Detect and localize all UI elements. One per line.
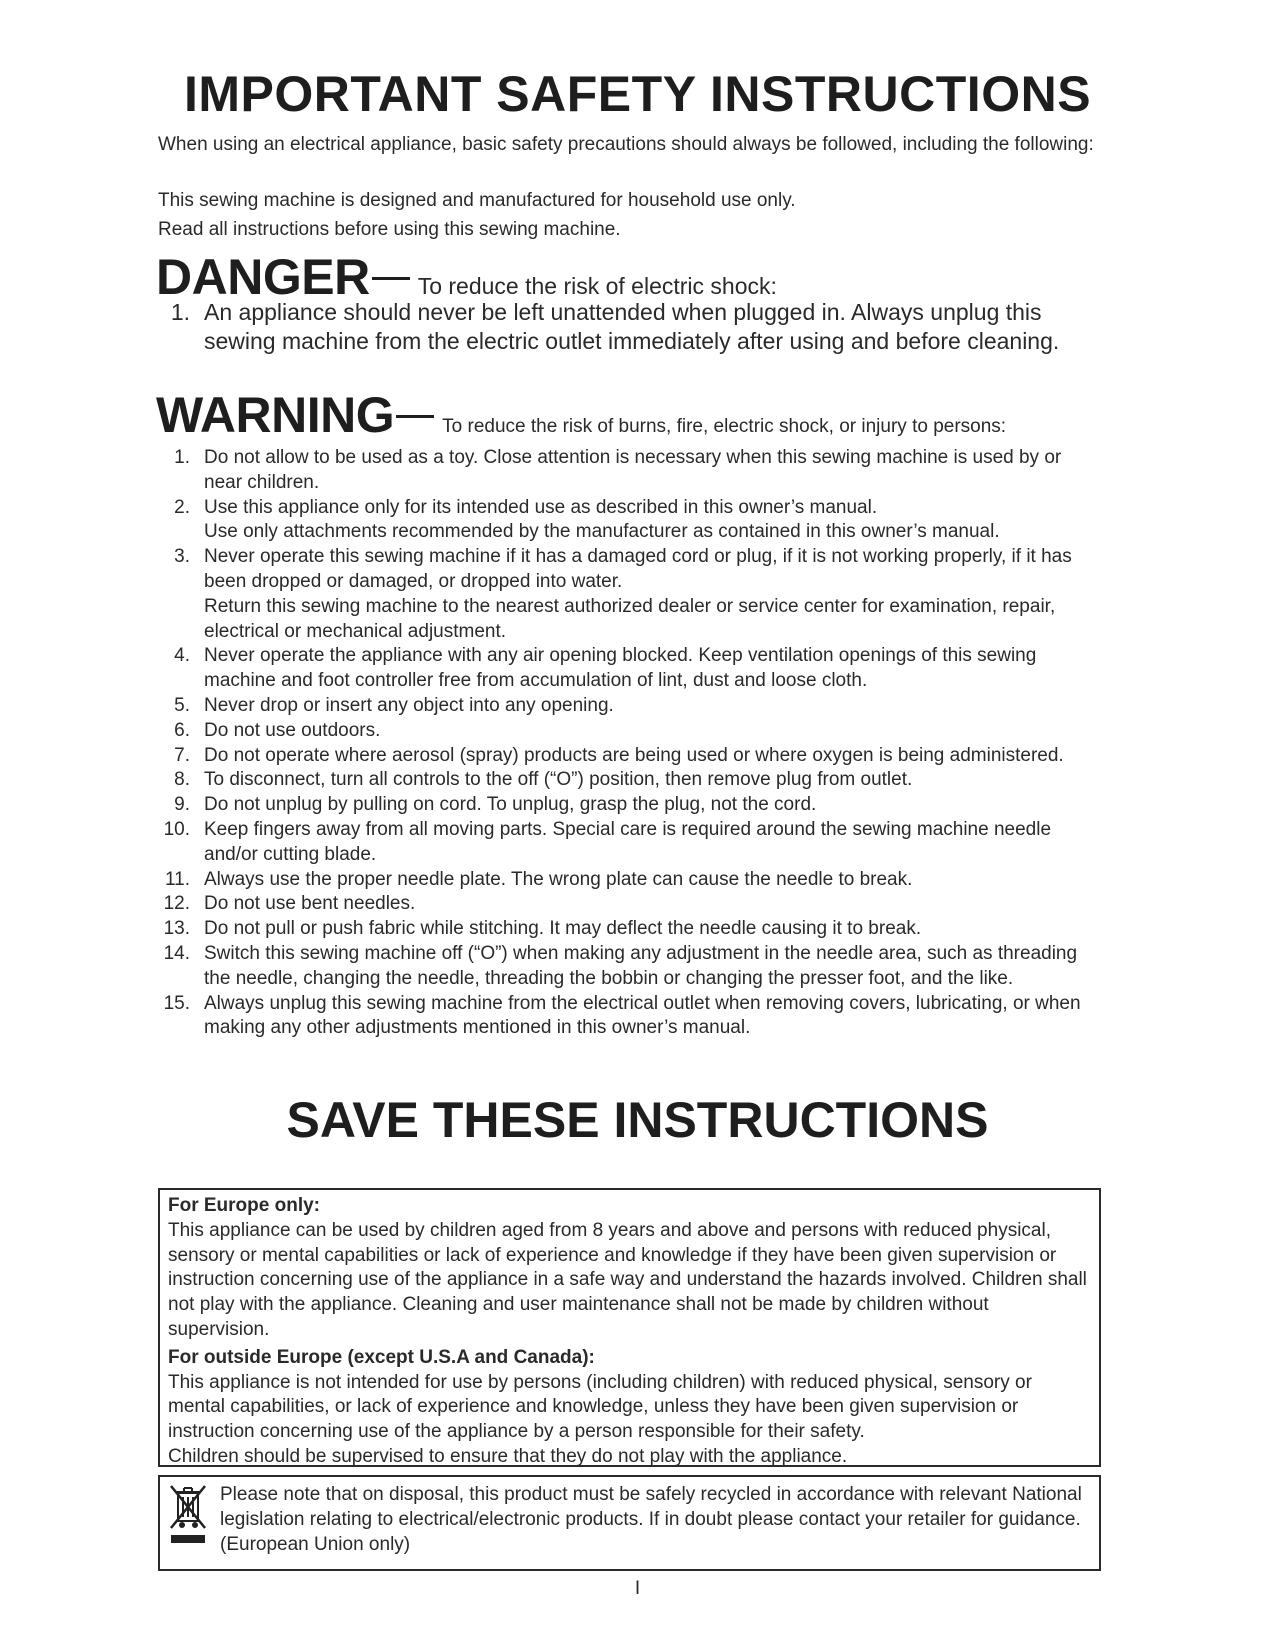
danger-heading xyxy=(156,250,777,304)
europe-heading: For Europe only: xyxy=(168,1195,320,1216)
item-text: To disconnect, turn all controls to the off (“O”) position, then remove plug from outlet. xyxy=(204,769,913,791)
list-item xyxy=(150,644,1100,694)
item-text: Do not allow to be used as a toy. Close attention is necessary when this sewing machine is used by or near children. xyxy=(204,447,1062,493)
item-number: 10. xyxy=(163,818,190,840)
item-number: 8. xyxy=(174,769,190,791)
list-item xyxy=(150,768,1100,793)
list-item xyxy=(150,818,1100,868)
danger-subtitle: To reduce the risk of electric shock: xyxy=(417,273,777,299)
item-text: Return this sewing machine to the nearest authorized dealer or service center for examination, repair, electrical or mechanical adjustment. xyxy=(204,595,1056,642)
item-text: Do not operate where aerosol (spray) products are being used or where oxygen is being administered. xyxy=(204,744,1064,766)
list-item xyxy=(150,694,1100,719)
item-text: Never drop or insert any object into any opening. xyxy=(204,694,614,716)
list-item xyxy=(150,892,1100,917)
em-dash-divider xyxy=(396,415,434,418)
item-number: 2. xyxy=(174,496,190,518)
item-text: Always use the proper needle plate. The wrong plate can cause the needle to break. xyxy=(204,868,913,890)
save-instructions-title: SAVE THESE INSTRUCTIONS xyxy=(286,1092,989,1148)
item-text: Do not pull or push fabric while stitching. It may deflect the needle causing it to break. xyxy=(204,918,922,940)
item-number: 14. xyxy=(163,942,190,964)
em-dash-divider xyxy=(372,277,410,280)
danger-list xyxy=(160,298,1080,356)
item-text: An appliance should never be left unattended when plugged in. Always unplug this sewing machine from the electric outlet immediately after using and before cleaning. xyxy=(204,299,1060,354)
danger-word: DANGER xyxy=(156,249,370,305)
list-item xyxy=(150,744,1100,769)
list-item xyxy=(150,496,1100,546)
list-item xyxy=(150,868,1100,893)
item-text: Do not use outdoors. xyxy=(204,719,381,741)
warning-subtitle: To reduce the risk of burns, fire, electric shock, or injury to persons: xyxy=(442,416,1007,437)
recycling-notice-box xyxy=(158,1475,1101,1571)
item-text: Use this appliance only for its intended use as described in this owner’s manual. xyxy=(204,496,878,518)
list-item xyxy=(150,446,1100,496)
list-item xyxy=(150,992,1100,1042)
outside-europe-text: This appliance is not intended for use by persons (including children) with reduced physical, sensory or mental capabilities, or lack of experience and knowledge, unless they have been given supervision or instruction concerning use of the appliance by a person responsible for their safety. xyxy=(168,1371,1032,1443)
item-number: 5. xyxy=(174,694,190,716)
item-number: 15. xyxy=(163,992,190,1014)
warning-list xyxy=(150,446,1100,1041)
intro-paragraph: Read all instructions before using this sewing machine. xyxy=(158,219,621,240)
crossed-out-wheelie-bin-icon xyxy=(168,1483,208,1545)
item-number: 13. xyxy=(163,918,190,940)
item-number: 4. xyxy=(174,645,190,667)
intro-paragraph: This sewing machine is designed and manufactured for household use only. xyxy=(158,190,796,211)
warning-word: WARNING xyxy=(156,387,395,443)
item-number: 1. xyxy=(170,299,190,325)
item-text: Use only attachments recommended by the manufacturer as contained in this owner’s manual. xyxy=(204,521,1000,543)
item-text: Never operate this sewing machine if it has a damaged cord or plug, if it is not working properly, if it has been dropped or damaged, or dropped into water. xyxy=(204,546,1072,592)
list-item xyxy=(150,917,1100,942)
list-item xyxy=(150,793,1100,818)
children-supervision-text: Children should be supervised to ensure that they do not play with the appliance. xyxy=(168,1445,848,1467)
item-number: 6. xyxy=(174,719,190,741)
item-text: Keep fingers away from all moving parts. Special care is required around the sewing machine needle and/or cutting blade. xyxy=(204,818,1052,865)
recycling-text: Please note that on disposal, this product must be safely recycled in accordance with relevant National legislation relating to electrical/electronic products. If in doubt please contact your retailer for guidance. (European Union only) xyxy=(220,1484,1082,1555)
item-number: 3. xyxy=(174,546,190,568)
item-text: Do not use bent needles. xyxy=(204,893,416,915)
item-number: 7. xyxy=(174,744,190,766)
item-number: 11. xyxy=(164,868,190,890)
list-item xyxy=(160,298,1080,356)
item-number: 9. xyxy=(174,794,190,816)
item-text: Always unplug this sewing machine from the electrical outlet when removing covers, lubricating, or when making any other adjustments mentioned in this owner’s manual. xyxy=(204,992,1081,1039)
warning-heading xyxy=(156,388,1006,442)
item-text: Never operate the appliance with any air opening blocked. Keep ventilation openings of this sewing machine and foot controller free from accumulation of lint, dust and loose cloth. xyxy=(204,645,1037,692)
page-title: IMPORTANT SAFETY INSTRUCTIONS xyxy=(183,66,1092,122)
intro-paragraph: When using an electrical appliance, basic safety precautions should always be followed, including the following: xyxy=(158,134,1094,155)
list-item xyxy=(150,545,1100,644)
page-number: I xyxy=(634,1578,641,1599)
item-text: Do not unplug by pulling on cord. To unplug, grasp the plug, not the cord. xyxy=(204,794,817,816)
item-number: 12. xyxy=(163,893,190,915)
item-text: Switch this sewing machine off (“O”) when making any adjustment in the needle area, such as threading the needle, changing the needle, threading the bobbin or changing the presser foot, and the like. xyxy=(204,942,1078,989)
europe-text: This appliance can be used by children aged from 8 years and above and persons with reduced physical, sensory or mental capabilities or lack of experience and knowledge if they have been given supervision or instruction concerning use of the appliance in a safe way and understand the hazards involved. Children shall not play with the appliance. Cleaning and user maintenance shall not be made by children without supervision. xyxy=(168,1219,1087,1340)
list-item xyxy=(150,942,1100,992)
item-number: 1. xyxy=(174,447,190,468)
europe-notice-box xyxy=(158,1188,1101,1467)
outside-europe-heading: For outside Europe (except U.S.A and Canada): xyxy=(168,1346,595,1368)
list-item xyxy=(150,719,1100,744)
